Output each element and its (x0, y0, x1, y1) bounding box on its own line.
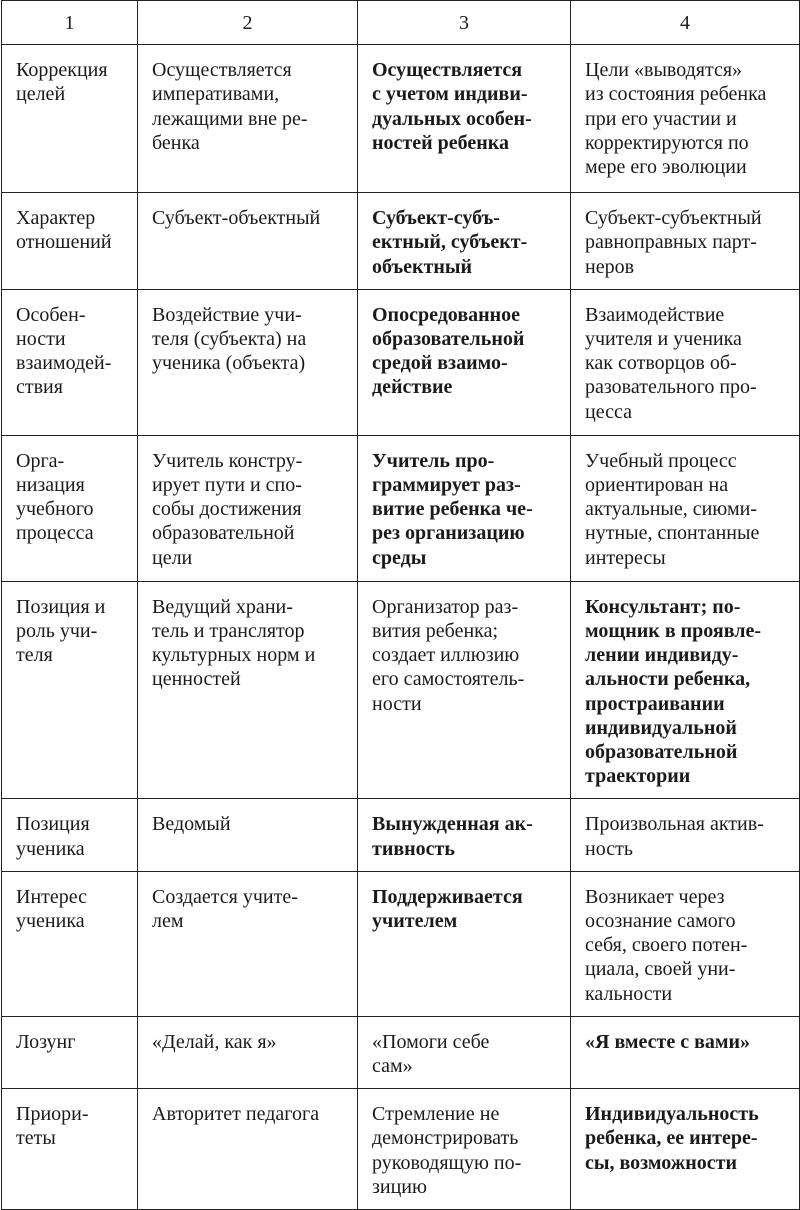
table-cell-col3 (358, 1089, 571, 1210)
cell-text-line: образовательной (585, 741, 738, 764)
cell-text-line: Учебный процесс (585, 449, 737, 472)
cell-text-line: демонстрировать (372, 1127, 519, 1150)
table-cell-col4 (571, 45, 800, 193)
cell-text-line: Субъект-объектный (152, 207, 321, 230)
table-cell-col4 (571, 289, 800, 435)
cell-text-line: себя, своего потен- (585, 934, 748, 957)
table-header (2, 1, 800, 45)
table-cell-col2 (138, 1016, 358, 1088)
cell-text-line: создает иллюзию (372, 644, 520, 667)
cell-text-line: индивидуальной (585, 716, 737, 739)
cell-text-line: тивность (372, 837, 455, 860)
cell-text-line: Осуществляется (152, 59, 292, 82)
cell-text-line: ствия (16, 376, 63, 399)
cell-text-line: цесса (585, 400, 632, 423)
cell-text-line: дуальных особен- (372, 107, 532, 130)
cell-text-line: нутные, спонтанные (585, 522, 760, 545)
table-cell-col4 (571, 581, 800, 799)
table-cell-col3 (358, 289, 571, 435)
comparison-table (1, 0, 800, 1210)
cell-text-line: Лозунг (16, 1030, 76, 1053)
cell-text-line: осознание самого (585, 910, 736, 933)
cell-text-line: «Делай, как я» (152, 1030, 277, 1053)
cell-text-line: отношений (16, 231, 112, 254)
table-cell-col3 (358, 1016, 571, 1088)
cell-text-line: кальности (585, 982, 673, 1005)
table-cell-col2 (138, 799, 358, 871)
cell-text-line: Осуществляется (372, 59, 523, 82)
cell-text-line: разовательного про- (585, 376, 757, 399)
table-body (2, 45, 800, 1210)
cell-text-line: Ведущий храни- (152, 595, 293, 618)
cell-text-line: ектный, субъект- (372, 231, 528, 254)
header-cell-4: 4 (571, 1, 800, 45)
cell-text-line: учителем (372, 910, 458, 933)
table-cell-col2 (138, 435, 358, 581)
cell-text-line: Воздействие учи- (152, 303, 302, 326)
cell-text-line: Стремление не (372, 1103, 500, 1126)
cell-text-line: Возникает через (585, 885, 725, 908)
cell-text-line: объектный (372, 255, 473, 278)
cell-text-line: ценностей (152, 668, 241, 691)
table-cell-col3 (358, 45, 571, 193)
cell-text-line: Опосредованное (372, 303, 521, 326)
cell-text-line: теля (субъекта) на (152, 328, 307, 351)
cell-text-line: циала, своей уни- (585, 958, 736, 981)
cell-text-line: Авторитет педагога (152, 1103, 320, 1126)
row-label-cell (2, 193, 138, 290)
table-cell-col4 (571, 1089, 800, 1210)
cell-text-line: Коррекция (16, 59, 108, 82)
cell-text-line: с учетом индиви- (372, 83, 528, 106)
cell-text-line: Интерес (16, 885, 88, 908)
cell-text-line: Орга- (16, 449, 65, 472)
cell-text-line: ирует пути и спо- (152, 474, 302, 497)
cell-text-line: сы, возможности (585, 1151, 738, 1174)
cell-text-line: Цели «выводятся» (585, 59, 743, 82)
cell-text-line: образовательной (372, 328, 525, 351)
cell-text-line: интересы (585, 546, 666, 569)
cell-text-line: образовательной (152, 522, 295, 545)
cell-text-line: Приори- (16, 1103, 89, 1126)
cell-text-line: Позиция и (16, 595, 106, 618)
cell-text-line: зицию (372, 1175, 427, 1198)
cell-text-line: при его участии и (585, 107, 737, 130)
header-cell-2: 2 (138, 1, 358, 45)
cell-text-line: лем (152, 910, 184, 933)
table-cell-col3 (358, 193, 571, 290)
table-row (2, 581, 800, 799)
table-cell-col2 (138, 871, 358, 1016)
row-label-cell (2, 289, 138, 435)
cell-text-line: Особен- (16, 303, 86, 326)
cell-text-line: неров (585, 255, 635, 278)
cell-text-line: ученика (объекта) (152, 352, 306, 375)
cell-text-line: императивами, (152, 83, 280, 106)
header-cell-1: 1 (2, 1, 138, 45)
table-cell-col2 (138, 45, 358, 193)
table-cell-col4 (571, 799, 800, 871)
table-row (2, 435, 800, 581)
cell-text-line: Позиция (16, 813, 90, 836)
cell-text-line: среды (372, 546, 427, 569)
cell-text-line: траектории (585, 765, 691, 788)
cell-text-line: ученика (16, 837, 85, 860)
table-cell-col3 (358, 799, 571, 871)
table-row (2, 1089, 800, 1210)
cell-text-line: низация (16, 474, 85, 497)
cell-text-line: лежащими вне ре- (152, 107, 308, 130)
cell-text-line: Организатор раз- (372, 595, 519, 618)
cell-text-line: цели (152, 546, 193, 569)
table-row (2, 45, 800, 193)
cell-text-line: Создается учите- (152, 885, 298, 908)
table-cell-col3 (358, 581, 571, 799)
table-row (2, 799, 800, 871)
cell-text-line: ности (372, 692, 422, 715)
table-cell-col4 (571, 1016, 800, 1088)
cell-text-line: витие ребенка че- (372, 498, 533, 521)
cell-text-line: процесса (16, 522, 94, 545)
cell-text-line: равноправных парт- (585, 231, 757, 254)
cell-text-line: роль учи- (16, 620, 98, 643)
table-cell-col2 (138, 193, 358, 290)
cell-text-line: сам» (372, 1055, 413, 1078)
cell-text-line: мощник в проявле- (585, 620, 761, 643)
cell-text-line: целей (16, 83, 66, 106)
cell-text-line: ность (585, 837, 633, 860)
cell-text-line: рез организацию (372, 522, 525, 545)
cell-text-line: его самостоятель- (372, 668, 525, 691)
cell-text-line: средой взаимо- (372, 352, 508, 375)
row-label-cell (2, 45, 138, 193)
cell-text-line: альности ребенка, (585, 668, 751, 691)
cell-text-line: актуальные, сиюми- (585, 498, 757, 521)
cell-text-line: из состояния ребенка (585, 83, 767, 106)
row-label-cell (2, 799, 138, 871)
cell-text-line: ориентирован на (585, 474, 729, 497)
table-cell-col3 (358, 435, 571, 581)
cell-text-line: Субъект-субъектный (585, 207, 762, 230)
cell-text-line: Учитель констру- (152, 449, 303, 472)
table-cell-col2 (138, 1089, 358, 1210)
cell-text-line: Индивидуальность (585, 1103, 759, 1126)
table-row (2, 1016, 800, 1088)
table-cell-col4 (571, 871, 800, 1016)
table-row (2, 871, 800, 1016)
cell-text-line: взаимодей- (16, 352, 112, 375)
cell-text-line: Вынужденная ак- (372, 813, 533, 836)
cell-text-line: граммирует раз- (372, 474, 521, 497)
cell-text-line: Взаимодействие (585, 303, 725, 326)
cell-text-line: собы достижения (152, 498, 302, 521)
cell-text-line: Ведомый (152, 813, 231, 836)
cell-text-line: Поддерживается (372, 885, 523, 908)
table-cell-col3 (358, 871, 571, 1016)
cell-text-line: «Помоги себе (372, 1030, 490, 1053)
table-row (2, 193, 800, 290)
table-row (2, 289, 800, 435)
cell-text-line: учителя и ученика (585, 328, 742, 351)
row-label-cell (2, 871, 138, 1016)
table-cell-col4 (571, 435, 800, 581)
row-label-cell (2, 1016, 138, 1088)
cell-text-line: Учитель про- (372, 449, 495, 472)
cell-text-line: руководящую по- (372, 1151, 522, 1174)
cell-text-line: ребенка, ее интере- (585, 1127, 758, 1150)
cell-text-line: «Я вместе с вами» (585, 1030, 751, 1053)
cell-text-line: корректируются по (585, 131, 749, 154)
table-cell-col4 (571, 193, 800, 290)
cell-text-line: как сотворцов об- (585, 352, 737, 375)
header-row (2, 1, 800, 45)
row-label-cell (2, 435, 138, 581)
cell-text-line: лении индивиду- (585, 644, 739, 667)
cell-text-line: мере его эволюции (585, 156, 747, 179)
row-label-cell (2, 581, 138, 799)
row-label-cell (2, 1089, 138, 1210)
cell-text-line: ности (16, 328, 66, 351)
cell-text-line: теты (16, 1127, 56, 1150)
cell-text-line: ностей ребенка (372, 131, 509, 154)
cell-text-line: тель и транслятор (152, 620, 305, 643)
cell-text-line: учебного (16, 498, 94, 521)
cell-text-line: теля (16, 644, 53, 667)
cell-text-line: Субъект-субъ- (372, 207, 500, 230)
table-cell-col2 (138, 289, 358, 435)
header-cell-3: 3 (358, 1, 571, 45)
cell-text-line: культурных норм и (152, 644, 316, 667)
cell-text-line: вития ребенка; (372, 620, 499, 643)
cell-text-line: Произвольная актив- (585, 813, 764, 836)
table-cell-col2 (138, 581, 358, 799)
cell-text-line: простраивании (585, 692, 725, 715)
cell-text-line: Характер (16, 207, 96, 230)
cell-text-line: ученика (16, 910, 85, 933)
cell-text-line: Консультант; по- (585, 595, 741, 618)
cell-text-line: действие (372, 376, 453, 399)
cell-text-line: бенка (152, 131, 200, 154)
